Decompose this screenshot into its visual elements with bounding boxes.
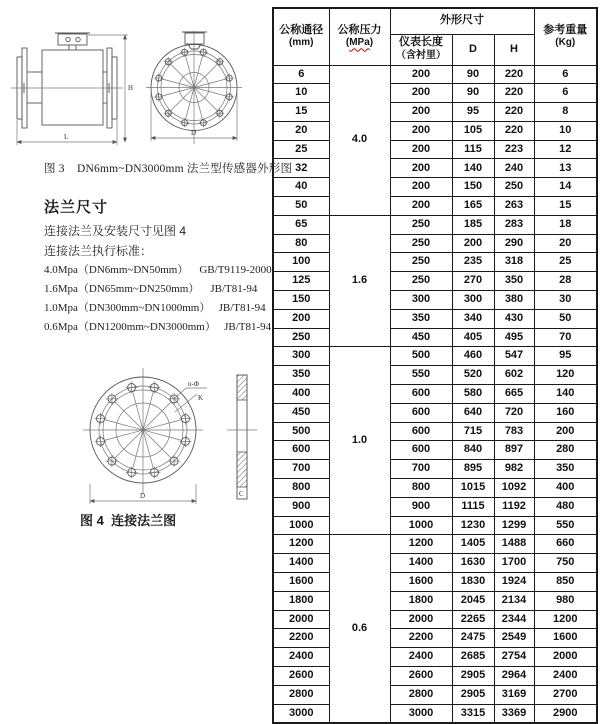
- cell-d: 1115: [452, 497, 494, 516]
- cell-weight: 2400: [534, 667, 597, 686]
- cell-h: 283: [494, 215, 534, 234]
- flange-note-standard: 连接法兰执行标准：: [44, 244, 153, 258]
- cell-h: 250: [494, 178, 534, 197]
- dim-label-D: D: [140, 492, 146, 500]
- table-row: [273, 234, 597, 253]
- table-row: [273, 516, 597, 535]
- flange-standard-line: 1.6Mpa（DN65mm~DN250mm） JB/T81-94: [44, 283, 258, 295]
- table-row: [273, 291, 597, 310]
- cell-dn: 1200: [273, 535, 329, 554]
- dimensions-table-header: [273, 8, 597, 65]
- table-row: [273, 629, 597, 648]
- cell-length: 2800: [390, 685, 452, 704]
- header-H: H: [494, 34, 534, 65]
- dim-label-D: D: [191, 129, 197, 137]
- flange-section-view: [227, 375, 257, 499]
- top-junction-box: [182, 32, 207, 49]
- cell-d: 1015: [452, 479, 494, 498]
- cell-h: 220: [494, 65, 534, 84]
- header-weight-label: 参考重量: [543, 23, 588, 36]
- cell-h: 2754: [494, 648, 534, 667]
- cell-length: 2200: [390, 629, 452, 648]
- cell-d: 200: [452, 234, 494, 253]
- cell-weight: 980: [534, 591, 597, 610]
- header-pressure-label: 公称压力: [337, 23, 382, 36]
- cell-weight: 15: [534, 197, 597, 216]
- cell-weight: 400: [534, 479, 597, 498]
- cell-length: 900: [390, 497, 452, 516]
- table-row: [273, 667, 597, 686]
- cell-pressure: 4.0: [329, 65, 390, 215]
- cell-h: 720: [494, 403, 534, 422]
- cell-length: 1600: [390, 573, 452, 592]
- header-nominal-diameter: [273, 8, 329, 65]
- cell-h: 1700: [494, 554, 534, 573]
- cell-length: 600: [390, 385, 452, 404]
- table-row: [273, 422, 597, 441]
- header-nominal-pressure: [329, 8, 390, 65]
- header-D: D: [452, 34, 494, 65]
- cell-length: 1200: [390, 535, 452, 554]
- cell-dn: 20: [273, 121, 329, 140]
- header-length-line2: （含衬里）: [396, 50, 446, 62]
- cell-h: 350: [494, 272, 534, 291]
- cell-dn: 700: [273, 460, 329, 479]
- label-n-phi: n-Φ: [188, 380, 199, 388]
- cell-h: 2344: [494, 610, 534, 629]
- cell-dn: 6: [273, 65, 329, 84]
- cell-length: 300: [390, 291, 452, 310]
- cell-weight: 750: [534, 554, 597, 573]
- cell-d: 640: [452, 403, 494, 422]
- cell-weight: 12: [534, 140, 597, 159]
- cell-weight: 25: [534, 253, 597, 272]
- cell-weight: 1200: [534, 610, 597, 629]
- cell-weight: 350: [534, 460, 597, 479]
- pressure-unit-text: MPa: [349, 37, 370, 49]
- cell-d: 2475: [452, 629, 494, 648]
- cell-d: 580: [452, 385, 494, 404]
- dimensions-table-body: [273, 65, 597, 723]
- cell-weight: 10: [534, 121, 597, 140]
- cell-d: 90: [452, 84, 494, 103]
- cell-length: 2400: [390, 648, 452, 667]
- table-row: [273, 497, 597, 516]
- table-row: [273, 366, 597, 385]
- cell-d: 105: [452, 121, 494, 140]
- cell-length: 200: [390, 178, 452, 197]
- cell-d: 2905: [452, 685, 494, 704]
- cell-length: 3000: [390, 704, 452, 723]
- table-row: [273, 591, 597, 610]
- cell-d: 185: [452, 215, 494, 234]
- cell-h: 2134: [494, 591, 534, 610]
- cell-length: 600: [390, 403, 452, 422]
- cell-dn: 1600: [273, 573, 329, 592]
- table-row: [273, 385, 597, 404]
- hatch-top: [237, 375, 247, 400]
- paren: ): [369, 37, 374, 49]
- cell-dn: 3000: [273, 704, 329, 723]
- cell-dn: 300: [273, 347, 329, 366]
- header-reference-weight: [534, 8, 597, 65]
- dimension-H: [88, 35, 133, 142]
- table-row: [273, 65, 597, 84]
- cell-h: 2549: [494, 629, 534, 648]
- cell-h: 897: [494, 441, 534, 460]
- cell-length: 250: [390, 272, 452, 291]
- cell-pressure: 0.6: [329, 535, 390, 723]
- table-row: [273, 272, 597, 291]
- table-row: [273, 535, 597, 554]
- cell-weight: 280: [534, 441, 597, 460]
- cell-h: 982: [494, 460, 534, 479]
- cell-h: 1192: [494, 497, 534, 516]
- cell-weight: 28: [534, 272, 597, 291]
- cell-length: 200: [390, 140, 452, 159]
- label-K: K: [198, 394, 204, 402]
- table-row: [273, 121, 597, 140]
- cell-d: 95: [452, 103, 494, 122]
- cell-weight: 140: [534, 385, 597, 404]
- dimensions-table: [272, 7, 598, 724]
- cell-h: 430: [494, 309, 534, 328]
- cell-dn: 100: [273, 253, 329, 272]
- cell-dn: 80: [273, 234, 329, 253]
- cell-length: 800: [390, 479, 452, 498]
- table-row: [273, 197, 597, 216]
- cell-d: 235: [452, 253, 494, 272]
- cell-h: 223: [494, 140, 534, 159]
- cell-length: 450: [390, 328, 452, 347]
- flange-standard-line: 0.6Mpa（DN1200mm~DN3000mm） JB/T81-94: [44, 321, 272, 333]
- cell-length: 1800: [390, 591, 452, 610]
- table-row: [273, 648, 597, 667]
- cell-d: 715: [452, 422, 494, 441]
- cell-h: 1924: [494, 573, 534, 592]
- table-row: [273, 610, 597, 629]
- cell-pressure: 1.0: [329, 347, 390, 535]
- cell-d: 460: [452, 347, 494, 366]
- cell-dn: 65: [273, 215, 329, 234]
- cell-length: 2600: [390, 667, 452, 686]
- cell-weight: 13: [534, 159, 597, 178]
- cell-d: 270: [452, 272, 494, 291]
- table-row: [273, 441, 597, 460]
- cell-weight: 160: [534, 403, 597, 422]
- cell-dn: 1800: [273, 591, 329, 610]
- cell-weight: 550: [534, 516, 597, 535]
- cell-h: 290: [494, 234, 534, 253]
- cell-d: 2905: [452, 667, 494, 686]
- table-row: [273, 178, 597, 197]
- cell-length: 200: [390, 159, 452, 178]
- cell-d: 165: [452, 197, 494, 216]
- header-weight-unit: (Kg): [555, 37, 576, 49]
- cell-h: 240: [494, 159, 534, 178]
- header-dn-label: 公称通径: [279, 23, 324, 36]
- cell-dn: 600: [273, 441, 329, 460]
- table-row: [273, 253, 597, 272]
- cell-weight: 20: [534, 234, 597, 253]
- table-row: [273, 479, 597, 498]
- table-row: [273, 215, 597, 234]
- table-row: [273, 347, 597, 366]
- terminal-hole: [66, 37, 70, 41]
- cell-dn: 800: [273, 479, 329, 498]
- cell-weight: 1600: [534, 629, 597, 648]
- table-row: [273, 460, 597, 479]
- flange-standard-line: 1.0Mpa（DN300mm~DN1000mm） JB/T81-94: [44, 302, 266, 314]
- connection-flange-face: [83, 368, 207, 504]
- cell-d: 150: [452, 178, 494, 197]
- cell-h: 783: [494, 422, 534, 441]
- cell-weight: 18: [534, 215, 597, 234]
- cell-dn: 25: [273, 140, 329, 159]
- cell-dn: 2400: [273, 648, 329, 667]
- cell-weight: 6: [534, 65, 597, 84]
- cell-weight: 850: [534, 573, 597, 592]
- cell-h: 665: [494, 385, 534, 404]
- junction-box: [55, 33, 90, 50]
- cell-h: 263: [494, 197, 534, 216]
- cell-dn: 10: [273, 84, 329, 103]
- cell-length: 2000: [390, 610, 452, 629]
- cell-h: 220: [494, 121, 534, 140]
- flange-note-install: 连接法兰及安装尺寸见图 4: [44, 224, 187, 238]
- cell-dn: 2800: [273, 685, 329, 704]
- cell-weight: 6: [534, 84, 597, 103]
- table-row: [273, 84, 597, 103]
- cell-weight: 200: [534, 422, 597, 441]
- sensor-front-view: [146, 31, 242, 144]
- cell-d: 405: [452, 328, 494, 347]
- cell-d: 2045: [452, 591, 494, 610]
- cell-d: 300: [452, 291, 494, 310]
- cell-h: 1299: [494, 516, 534, 535]
- cell-length: 700: [390, 460, 452, 479]
- cell-d: 115: [452, 140, 494, 159]
- cell-h: 1092: [494, 479, 534, 498]
- cell-length: 200: [390, 84, 452, 103]
- cell-length: 200: [390, 197, 452, 216]
- cell-d: 2685: [452, 648, 494, 667]
- cell-dn: 250: [273, 328, 329, 347]
- cell-d: 140: [452, 159, 494, 178]
- cell-dn: 450: [273, 403, 329, 422]
- dimension-L: [17, 120, 117, 145]
- cell-pressure: 1.6: [329, 215, 390, 347]
- cell-weight: 30: [534, 291, 597, 310]
- cell-length: 1000: [390, 516, 452, 535]
- flange-standard-line: 4.0Mpa（DN6mm~DN50mm） GB/T9119-2000: [44, 264, 272, 276]
- cell-dn: 350: [273, 366, 329, 385]
- cell-d: 520: [452, 366, 494, 385]
- cell-dn: 150: [273, 291, 329, 310]
- cell-dn: 1400: [273, 554, 329, 573]
- cell-length: 500: [390, 347, 452, 366]
- cell-d: 1230: [452, 516, 494, 535]
- cell-weight: 2900: [534, 704, 597, 723]
- cell-h: 2964: [494, 667, 534, 686]
- table-row: [273, 328, 597, 347]
- cell-length: 200: [390, 121, 452, 140]
- cell-d: 340: [452, 309, 494, 328]
- sensor-side-view: [11, 33, 133, 145]
- header-length-line1: 仪表长度: [399, 36, 443, 49]
- sensor-body: [42, 50, 103, 125]
- cell-dn: 2200: [273, 629, 329, 648]
- cell-dn: 125: [273, 272, 329, 291]
- cell-weight: 480: [534, 497, 597, 516]
- cell-dn: 500: [273, 422, 329, 441]
- cell-h: 602: [494, 366, 534, 385]
- cell-weight: 8: [534, 103, 597, 122]
- figure4-caption: 图 4 连接法兰图: [80, 513, 177, 528]
- figure3-caption: 图 3 DN6mm~DN3000mm 法兰型传感器外形图: [44, 163, 293, 175]
- table-row: [273, 103, 597, 122]
- cell-weight: 50: [534, 309, 597, 328]
- dim-label-H: H: [128, 84, 134, 92]
- cell-length: 550: [390, 366, 452, 385]
- cell-h: 220: [494, 103, 534, 122]
- cell-length: 350: [390, 309, 452, 328]
- cell-dn: 2600: [273, 667, 329, 686]
- cell-weight: 95: [534, 347, 597, 366]
- cell-h: 380: [494, 291, 534, 310]
- cell-h: 1488: [494, 535, 534, 554]
- header-dn-unit: (mm): [289, 37, 314, 49]
- cell-dn: 2000: [273, 610, 329, 629]
- cell-dn: 200: [273, 309, 329, 328]
- cell-h: 220: [494, 84, 534, 103]
- hatch-bottom: [237, 452, 247, 487]
- cell-weight: 14: [534, 178, 597, 197]
- cell-weight: 120: [534, 366, 597, 385]
- header-outline-dimensions: 外形尺寸: [390, 8, 534, 34]
- cell-dn: 15: [273, 103, 329, 122]
- cell-d: 3315: [452, 704, 494, 723]
- cell-weight: 2000: [534, 648, 597, 667]
- cell-dn: 1000: [273, 516, 329, 535]
- header-pressure-unit: [330, 37, 390, 50]
- cell-h: 318: [494, 253, 534, 272]
- cell-length: 1400: [390, 554, 452, 573]
- paren: (: [345, 37, 350, 49]
- cell-h: 495: [494, 328, 534, 347]
- header-meter-length: [390, 34, 452, 65]
- table-row: [273, 309, 597, 328]
- cell-d: 90: [452, 65, 494, 84]
- table-row: [273, 403, 597, 422]
- cell-length: 200: [390, 103, 452, 122]
- cell-weight: 70: [534, 328, 597, 347]
- label-C: C: [239, 490, 244, 498]
- cell-weight: 660: [534, 535, 597, 554]
- table-row: [273, 159, 597, 178]
- table-row: [273, 685, 597, 704]
- flange-dimensions-heading: 法兰尺寸: [44, 199, 109, 216]
- cell-length: 600: [390, 422, 452, 441]
- cell-length: 250: [390, 215, 452, 234]
- cell-d: 1830: [452, 573, 494, 592]
- cell-length: 600: [390, 441, 452, 460]
- terminal-hole: [76, 37, 80, 41]
- table-row: [273, 140, 597, 159]
- cell-d: 1405: [452, 535, 494, 554]
- cell-dn: 50: [273, 197, 329, 216]
- table-row: [273, 554, 597, 573]
- cell-length: 250: [390, 234, 452, 253]
- table-row: [273, 704, 597, 723]
- cell-weight: 2700: [534, 685, 597, 704]
- cell-length: 250: [390, 253, 452, 272]
- cell-d: 895: [452, 460, 494, 479]
- cell-dn: 32: [273, 159, 329, 178]
- figure3-drawing: [8, 22, 258, 168]
- dim-label-L: L: [64, 133, 69, 141]
- cell-d: 1630: [452, 554, 494, 573]
- cell-h: 3369: [494, 704, 534, 723]
- cell-length: 200: [390, 65, 452, 84]
- cell-d: 840: [452, 441, 494, 460]
- cell-h: 547: [494, 347, 534, 366]
- figure4-drawing: [55, 332, 265, 510]
- cell-dn: 400: [273, 385, 329, 404]
- cell-dn: 900: [273, 497, 329, 516]
- cell-dn: 40: [273, 178, 329, 197]
- cell-h: 3169: [494, 685, 534, 704]
- cell-d: 2265: [452, 610, 494, 629]
- table-row: [273, 573, 597, 592]
